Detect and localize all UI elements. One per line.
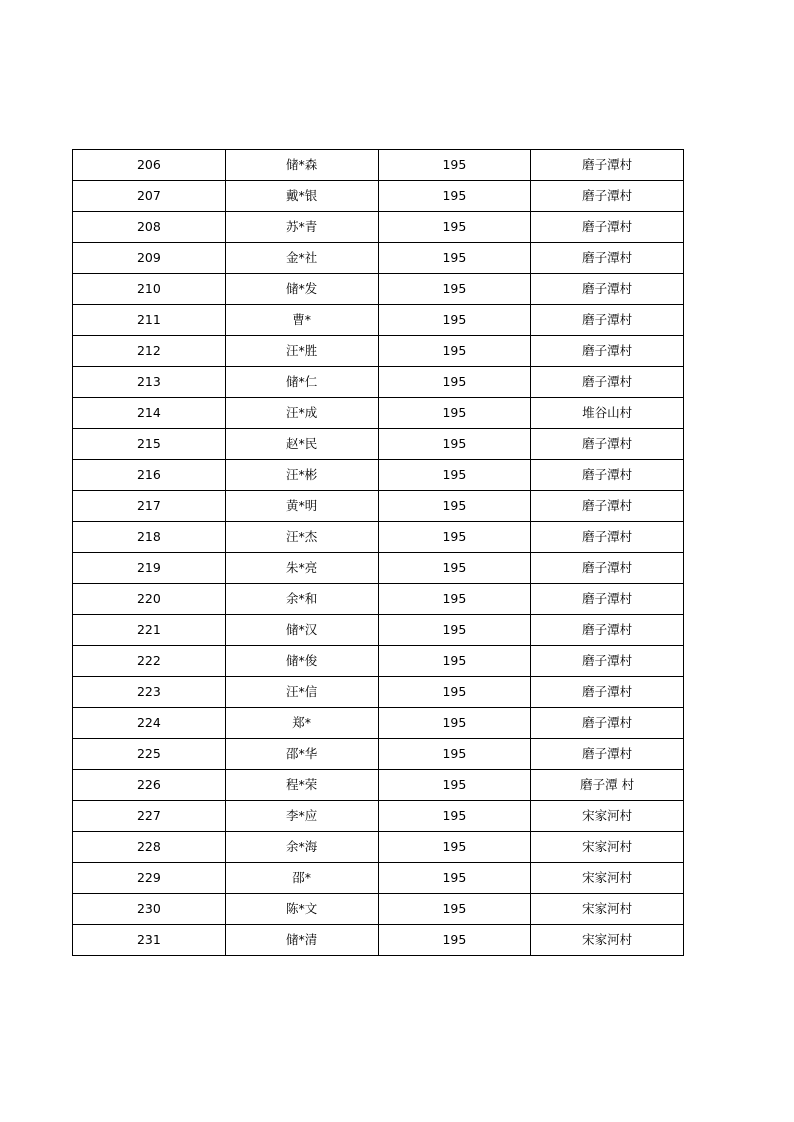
- amount: 195: [378, 553, 531, 584]
- data-table: [72, 149, 684, 956]
- amount: 195: [378, 801, 531, 832]
- village: 磨子潭村: [531, 646, 684, 677]
- table-row: [73, 677, 684, 708]
- row-number: 211: [73, 305, 226, 336]
- table-row: [73, 522, 684, 553]
- row-number: 230: [73, 894, 226, 925]
- amount: 195: [378, 677, 531, 708]
- table-row: [73, 398, 684, 429]
- row-number: 216: [73, 460, 226, 491]
- row-number: 218: [73, 522, 226, 553]
- person-name: 曹*: [225, 305, 378, 336]
- village: 磨子潭村: [531, 584, 684, 615]
- village: 磨子潭村: [531, 305, 684, 336]
- row-number: 229: [73, 863, 226, 894]
- row-number: 206: [73, 150, 226, 181]
- table-row: [73, 181, 684, 212]
- table-row: [73, 367, 684, 398]
- amount: 195: [378, 708, 531, 739]
- village: 磨子潭村: [531, 553, 684, 584]
- table-row: [73, 801, 684, 832]
- amount: 195: [378, 460, 531, 491]
- person-name: 郑*: [225, 708, 378, 739]
- person-name: 戴*银: [225, 181, 378, 212]
- village: 磨子潭村: [531, 367, 684, 398]
- table-row: [73, 708, 684, 739]
- amount: 195: [378, 584, 531, 615]
- village: 磨子潭村: [531, 708, 684, 739]
- village: 磨子潭村: [531, 739, 684, 770]
- row-number: 223: [73, 677, 226, 708]
- person-name: 汪*成: [225, 398, 378, 429]
- row-number: 226: [73, 770, 226, 801]
- person-name: 黄*明: [225, 491, 378, 522]
- person-name: 储*发: [225, 274, 378, 305]
- person-name: 储*俊: [225, 646, 378, 677]
- amount: 195: [378, 522, 531, 553]
- village: 宋家河村: [531, 863, 684, 894]
- row-number: 225: [73, 739, 226, 770]
- village: 磨子潭村: [531, 460, 684, 491]
- row-number: 217: [73, 491, 226, 522]
- village: 磨子潭村: [531, 615, 684, 646]
- person-name: 储*森: [225, 150, 378, 181]
- table-row: [73, 584, 684, 615]
- table-row: [73, 491, 684, 522]
- amount: 195: [378, 181, 531, 212]
- amount: 195: [378, 429, 531, 460]
- village: 磨子潭村: [531, 181, 684, 212]
- amount: 195: [378, 243, 531, 274]
- amount: 195: [378, 367, 531, 398]
- amount: 195: [378, 894, 531, 925]
- row-number: 219: [73, 553, 226, 584]
- village: 磨子潭村: [531, 274, 684, 305]
- person-name: 陈*文: [225, 894, 378, 925]
- table-row: [73, 832, 684, 863]
- table-row: [73, 770, 684, 801]
- row-number: 210: [73, 274, 226, 305]
- table-row: [73, 429, 684, 460]
- row-number: 228: [73, 832, 226, 863]
- table-row: [73, 739, 684, 770]
- village: 磨子潭村: [531, 491, 684, 522]
- table-row: [73, 863, 684, 894]
- row-number: 215: [73, 429, 226, 460]
- row-number: 207: [73, 181, 226, 212]
- person-name: 储*汉: [225, 615, 378, 646]
- person-name: 汪*杰: [225, 522, 378, 553]
- table-row: [73, 615, 684, 646]
- village: 堆谷山村: [531, 398, 684, 429]
- amount: 195: [378, 150, 531, 181]
- village: 宋家河村: [531, 894, 684, 925]
- amount: 195: [378, 398, 531, 429]
- village: 宋家河村: [531, 832, 684, 863]
- person-name: 余*和: [225, 584, 378, 615]
- amount: 195: [378, 863, 531, 894]
- table-row: [73, 243, 684, 274]
- person-name: 金*社: [225, 243, 378, 274]
- village: 磨子潭村: [531, 243, 684, 274]
- table-row: [73, 336, 684, 367]
- village: 磨子潭村: [531, 336, 684, 367]
- row-number: 209: [73, 243, 226, 274]
- table-row: [73, 460, 684, 491]
- person-name: 余*海: [225, 832, 378, 863]
- row-number: 214: [73, 398, 226, 429]
- person-name: 朱*亮: [225, 553, 378, 584]
- amount: 195: [378, 274, 531, 305]
- row-number: 213: [73, 367, 226, 398]
- village: 磨子潭村: [531, 677, 684, 708]
- amount: 195: [378, 739, 531, 770]
- amount: 195: [378, 770, 531, 801]
- person-name: 汪*胜: [225, 336, 378, 367]
- village: 宋家河村: [531, 925, 684, 956]
- village: 宋家河村: [531, 801, 684, 832]
- village: 磨子潭村: [531, 522, 684, 553]
- row-number: 212: [73, 336, 226, 367]
- amount: 195: [378, 336, 531, 367]
- amount: 195: [378, 615, 531, 646]
- row-number: 227: [73, 801, 226, 832]
- amount: 195: [378, 491, 531, 522]
- row-number: 224: [73, 708, 226, 739]
- table-row: [73, 305, 684, 336]
- table-row: [73, 646, 684, 677]
- village: 磨子潭村: [531, 212, 684, 243]
- person-name: 汪*彬: [225, 460, 378, 491]
- table-row: [73, 274, 684, 305]
- row-number: 208: [73, 212, 226, 243]
- table-row: [73, 925, 684, 956]
- row-number: 221: [73, 615, 226, 646]
- table-row: [73, 212, 684, 243]
- person-name: 程*荣: [225, 770, 378, 801]
- person-name: 储*清: [225, 925, 378, 956]
- amount: 195: [378, 832, 531, 863]
- person-name: 苏*青: [225, 212, 378, 243]
- person-name: 储*仁: [225, 367, 378, 398]
- person-name: 邵*: [225, 863, 378, 894]
- table-body: [73, 150, 684, 956]
- amount: 195: [378, 646, 531, 677]
- person-name: 邵*华: [225, 739, 378, 770]
- table-row: [73, 150, 684, 181]
- row-number: 220: [73, 584, 226, 615]
- amount: 195: [378, 305, 531, 336]
- row-number: 222: [73, 646, 226, 677]
- village: 磨子潭村: [531, 150, 684, 181]
- amount: 195: [378, 925, 531, 956]
- person-name: 赵*民: [225, 429, 378, 460]
- person-name: 汪*信: [225, 677, 378, 708]
- row-number: 231: [73, 925, 226, 956]
- village: 磨子潭村: [531, 429, 684, 460]
- table-row: [73, 553, 684, 584]
- village: 磨子潭 村: [531, 770, 684, 801]
- amount: 195: [378, 212, 531, 243]
- person-name: 李*应: [225, 801, 378, 832]
- table-row: [73, 894, 684, 925]
